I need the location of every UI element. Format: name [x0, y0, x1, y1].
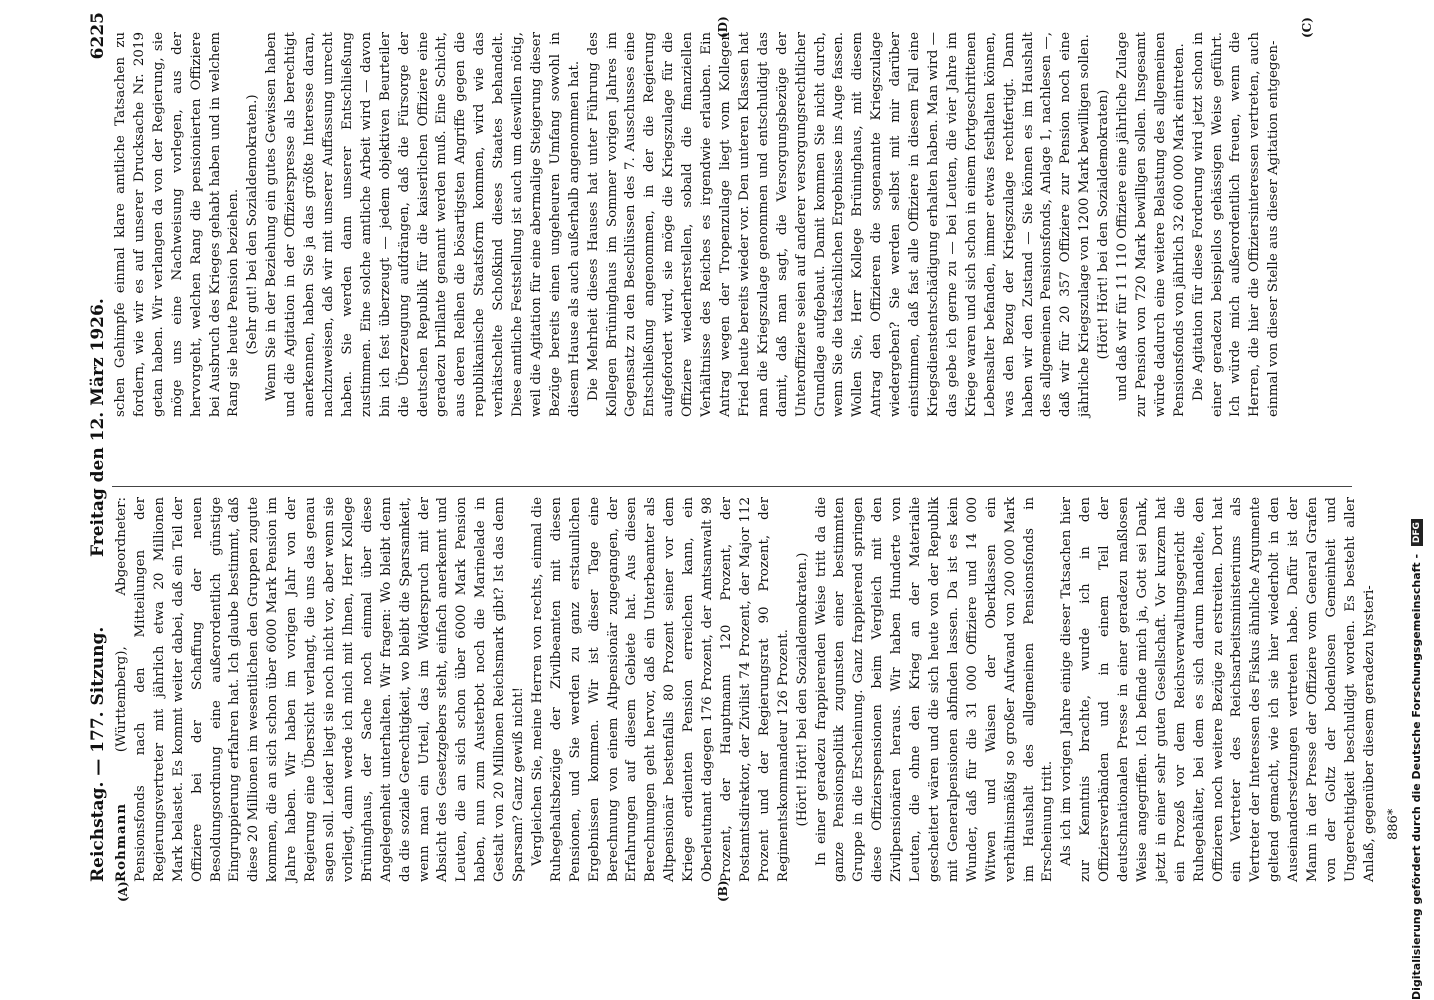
digitization-footer	[1410, 0, 1430, 1000]
paragraph	[112, 497, 529, 882]
paragraph: In einer geradezu frappierenden Weise tritt da die ganze Pensionspolitik zugunsten einer bestimmten Gruppe in die Erscheinung. Ganz frappierend springen diese Offizierspensionen beim Vergleich mit den Zivilpensionären heraus. Wir haben Hunderte von Leuten, die ohne den Krieg an der Materialie gescheitert wären und die sich heute von der Republik mit Generalpensionen abfinden lassen. Da ist es kein Wunder, daß für die 31 000 Offiziere und 14 000 Witwen und Waisen der Oberklassen ein verhältnismäßig so großer Aufwand von 200 000 Mark im Haushalt des allgemeinen Pensionsfonds in Erscheinung tritt.	[813, 497, 1056, 882]
dfg-logo: DFG	[1411, 519, 1423, 546]
paragraph-text: Pensionsfonds nach den Mitteilungen der Regierungsvertreter mit jährlich etwa 20 Millionen Mark belastet. Es kommt weiter dabei, daß ein Teil der Offiziere bei der Schaffung der neuen Besoldungsordnung eine außerordentlich günstige Eingruppierung erfahren hat. Ich glaube bestimmt, daß diese 20 Millionen im wesentlichen den Gruppen zugute kommen, die an sich schon über 6000 Mark Pension im Jahre haben. Wir haben im vorigen Jahr von der Regierung eine Übersicht verlangt, die uns das genau sagen soll. Leider liegt sie noch nicht vor, aber wenn sie vorliegt, dann werde ich mich mit Ihnen, Herr Kollege Brüninghaus, der Sache noch einmal über diese Angelegenheit unterhalten. Wir fragen: Wo bleibt denn da die soziale Gerechtigkeit, wo bleibt die Sparsamkeit, wenn man ein Urteil, das im Widerspruch mit der Absicht des Gesetzgebers steht, einfach anerkennt und Leuten, die an sich schon über 6000 Mark Pension haben, nun zum Austerbot noch die Marinelade in Gestalt von 20 Millionen Reichsmark gibt? Ist das denn Sparsam? Ganz gewiß nicht!	[132, 497, 527, 882]
paragraph: Die Mehrheit dieses Hauses hat unter Führung des Kollegen Brüninghaus im Sommer vorigen Jahres im Gegensatz zu den Beschlüssen des 7. Ausschusses eine Entschließung angenommen, in der die Regierung aufgefordert wird, sie möge die Kriegszulage für die Offiziere wiederherstellen, sobald die finanziellen Verhältnisse des Reiches es irgendwie erlauben. Ein Antrag wegen der Tropenzulage liegt vom Kollegen Fried heute bereits wieder vor. Den unteren Klassen hat man die Kriegszulage genommen und entschuldigt das damit, daß man sagt, die Versorgungsbezüge der Unteroffiziere seien auf anderer versorgungsrechtlicher Grundlage aufgebaut. Damit kommen Sie nicht durch, wenn Sie die tatsächlichen Ergebnisse ins Auge fassen. Wollen Sie, Herr Kollege Brüninghaus, mit diesem Antrag den Offizieren die sogenannte Kriegszulage wiedergeben? Sie werden selbst mit mir darüber einstimmen, daß fast alle Offiziere in diesem Fall eine Kriegsdienstentschädigung erhalten haben. Man wird — das gebe ich gerne zu — bei Leuten, die vier Jahre im Kriege waren und sich schon in einem fortgeschrittenen Lebensalter befanden, immer etwas festhalten können, was den Bezug der Kriegszulage rechtfertigt. Dann haben wir den Zustand — Sie können es im Haushalt des allgemeinen Pensionsfonds, Anlage 1, nachlesen —, daß wir für 20 357 Offiziere zur Pension noch eine jährliche Kriegszulage von 1200 Mark bewilligen sollen.	[585, 32, 1093, 417]
page-mark: 886*	[1386, 808, 1401, 840]
right-column	[112, 32, 1352, 417]
left-column	[112, 497, 1377, 882]
margin-mark-c: (C)	[1300, 17, 1314, 38]
speaker-name: Rohmann	[113, 802, 129, 882]
paragraph: Die Agitation für diese Forderung wird jetzt schon in einer geradezu beispiellos gehässigen Weise geführt. Ich würde mich außerordentlich freuen, wenn die Herren, die hier die Offiziersinteressen vertreten, auch einmal von dieser Stelle aus dieser Agitation entgegen-	[1190, 32, 1282, 417]
interjection: (Hört! Hört! bei den Sozialdemokraten)	[1096, 89, 1112, 360]
paragraph: schen Gehimpfe einmal klare amtliche Tatsachen zu fordern, wie wir es auf unserer Drucksache Nr. 2019 getan haben. Wir verlangen da von der Regierung, sie möge uns eine Nachweisung vorlegen, aus der hervorgeht, welchen Rang die pensionierten Offiziere bei Ausbruch des Krieges gehabt haben und in welchem Rang sie heute Pension beziehen.	[113, 32, 242, 417]
header-left: Reichstag. — 177. Sitzung.	[88, 626, 108, 882]
speaker-party: (Württemberg), Abgeordneter:	[114, 497, 129, 753]
margin-mark-b: (B)	[716, 880, 730, 902]
margin-mark-a: (A)	[116, 881, 130, 902]
margin-mark-d: (D)	[716, 16, 730, 38]
interjection: (Sehr gut! bei den Sozialdemokraten.)	[245, 94, 261, 355]
column-divider	[112, 486, 1352, 487]
paragraph: Als ich im vorigen Jahre einige dieser Tatsachen hier zur Kenntnis brachte, wurde ich in den Offiziersverbänden und in einem Teil der deutschnationalen Presse in einer geradezu maßlosen Weise angegriffen. Ich befinde mich ja, Gott sei Dank, jetzt in einer sehr guten Gesellschaft. Vor kurzem hat ein Prozeß vor dem Reichsverwaltungsgericht die Ruhegehälter, bei dem es sich darum handelte, den Offizieren noch weitere Bezüge zu erstreiten. Dort hat ein Vertreter des Reichsarbeitsministeriums als Vertreter der Interessen des Fiskus ähnliche Argumente geltend gemacht, wie ich sie hier wiederholt in den Auseinandersetzungen vertreten habe. Dafür ist der Mann in der Presse der Offiziere vom General Grafen von der Goltz der bodenlosen Gemeinheit und Ungerechtigkeit beschuldigt worden. Es besteht aller Anlaß, gegenüber diesem geradezu hysteri-	[1059, 497, 1377, 882]
paragraph: Wenn Sie in der Beziehung ein gutes Gewissen haben und die Agitation in der Offizierspresse als berechtigt anerkennen, haben Sie ja das größte Interesse daran, nachzuweisen, daß wir mit unserer Auffassung unrecht haben. Sie werden dann unserer Entschließung zustimmen. Eine solche amtliche Arbeit wird — davon bin ich fest überzeugt — jedem objektiven Beurteiler die Überzeugung aufdrängen, daß die Fürsorge der deutschen Republik für die kaiserlichen Offiziere eine geradezu brillante genannt werden muß. Eine Schicht, aus deren Reihen die bösartigsten Angriffe gegen die republikanische Staatsform kommen, wird wie das verhätschelte Schoßkind dieses Staates behandelt. Diese amtliche Feststellung ist auch um deswillen nötig, weil die Agitation für eine abermalige Steigerung dieser Bezüge bereits einen ungeheuren Umfang sowohl in diesem Hause als auch außerhalb angenommen hat.	[264, 32, 582, 417]
running-header	[88, 12, 110, 882]
footer-text: Digitalisierung gefördert durch die Deutsche Forschungsgemeinschaft -	[1410, 553, 1423, 1000]
header-page-number: 6225	[88, 12, 108, 60]
paragraph: Vergleichen Sie, meine Herren von rechts, einmal die Ruhegehaltsbezüge der Zivilbeamten mit diesen Pensionen, und Sie werden zu ganz erstaunlichen Ergebnissen kommen. Wir ist dieser Tage eine Berechnung von einem Altpensionär zugegangen, der Erfahrungen auf diesem Gebiete hat. Aus diesen Berechnungen geht hervor, daß ein Unterbeamter als Altpensionär bestenfalls 80 Prozent seiner vor dem Kriege erdienten Pension erreichen kann, ein Oberleutnant dagegen 176 Prozent, der Amtsanwalt 98 Prozent, der Hauptmann 120 Prozent, der Postamtsdirektor, der Zivilist 74 Prozent, der Major 112 Prozent und der Regierungsrat 90 Prozent, der Regimentskommandeur 126 Prozent.	[529, 497, 791, 882]
header-date: Freitag den 12. März 1926.	[88, 298, 108, 557]
interjection: (Hört! Hört! bei den Sozialdemokraten.)	[794, 552, 810, 827]
paragraph: und daß wir für 11 110 Offiziere eine jährliche Zulage zur Pension von 720 Mark bewilligen sollen. Insgesamt würde dadurch eine weitere Belastung des allgemeinen Pensionsfonds von jährlich 32 600 000 Mark eintreten.	[1115, 32, 1187, 417]
